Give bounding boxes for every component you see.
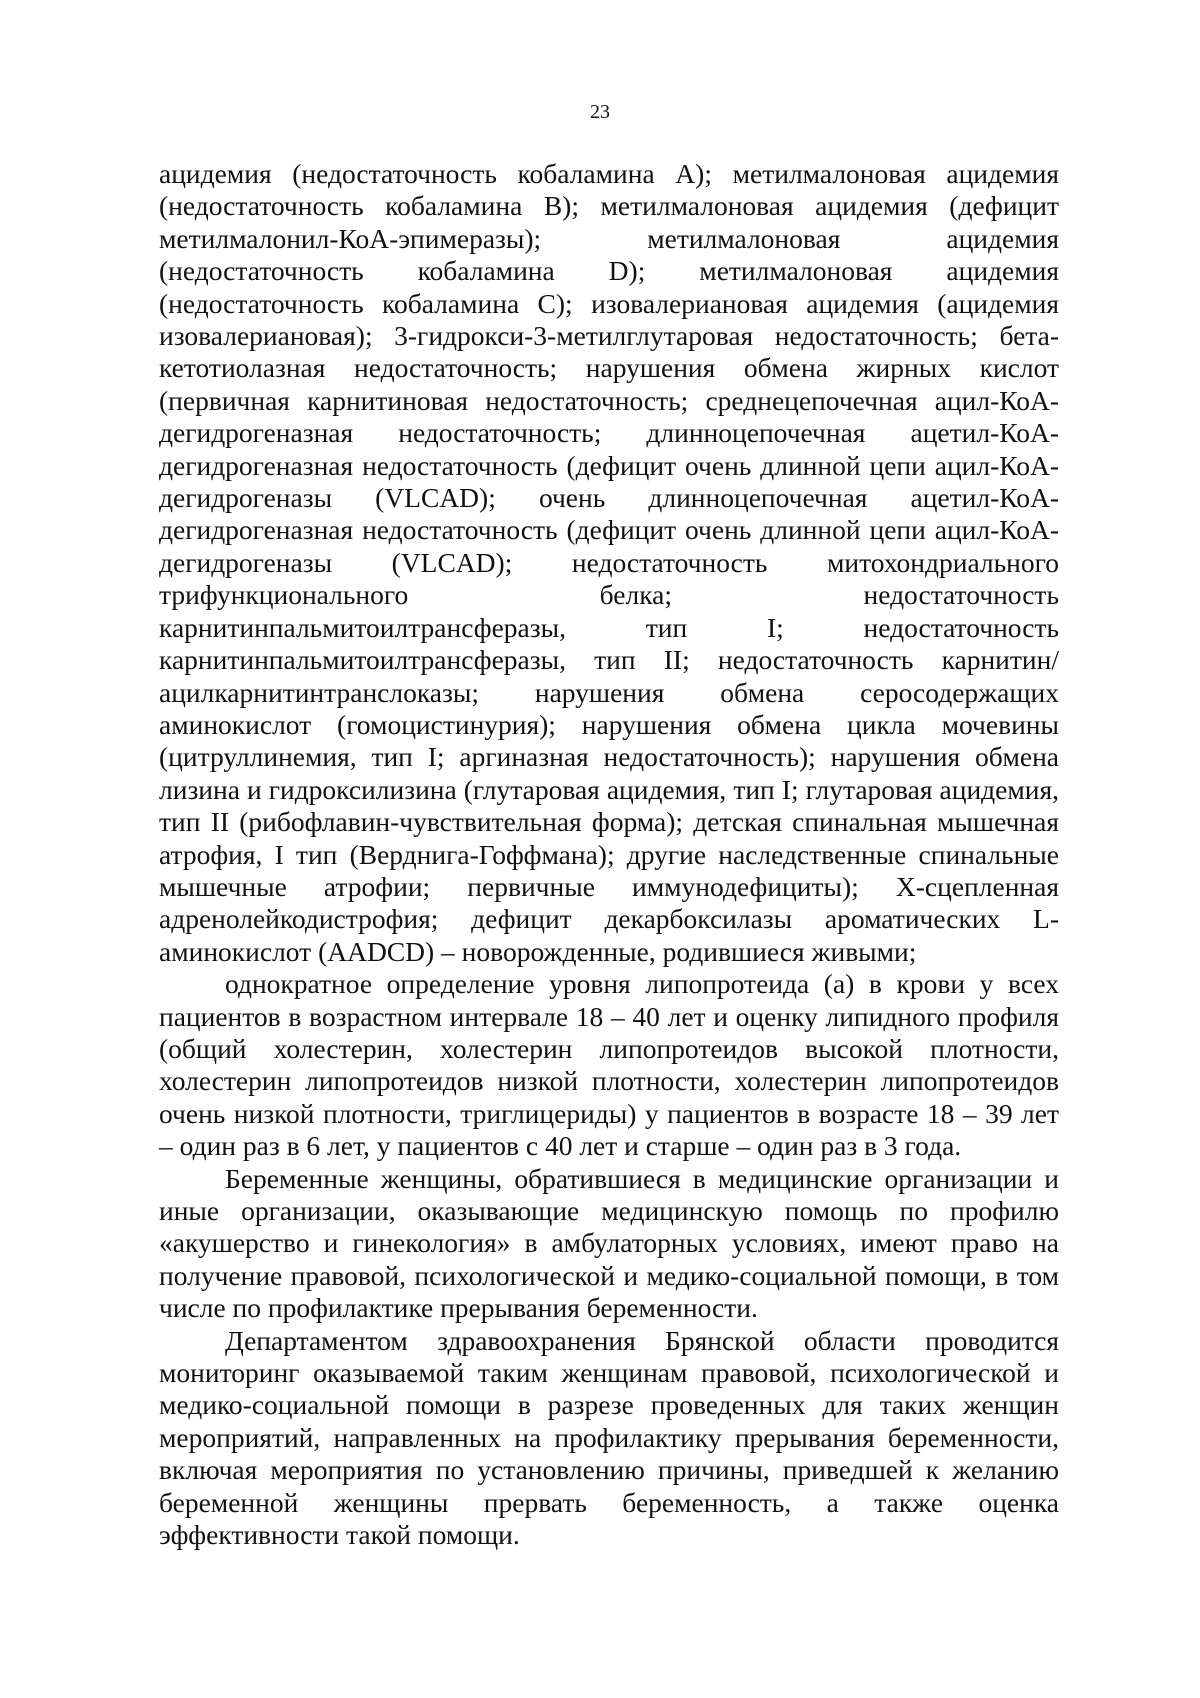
document-body	[159, 158, 1059, 1551]
paragraph-pregnant-women-rights: Беременные женщины, обратившиеся в медицинские организации и иные организации, оказывающие медицинскую помощь по профилю «акушерство и гинекология» в амбулаторных условиях, имеют право на получение правовой, психологической и медико-социальной помощи, в том числе по профилактике прерывания беременности.	[159, 1162, 1059, 1324]
paragraph-lipid-screening: однократное определение уровня липопротеида (а) в крови у всех пациентов в возрастном интервале 18 – 40 лет и оценку липидного профиля (общий холестерин, холестерин липопротеидов высокой плотности, холестерин липопротеидов низкой плотности, холестерин липопротеидов очень низкой плотности, триглицериды) у пациентов в возрасте 18 – 39 лет – один раз в 6 лет, у пациентов с 40 лет и старше – один раз в 3 года.	[159, 968, 1059, 1162]
paragraph-monitoring: Департаментом здравоохранения Брянской области проводится мониторинг оказываемой таким женщинам правовой, психологической и медико-социальной помощи в разрезе проведенных для таких женщин мероприятий, направленных на профилактику прерывания беременности, включая мероприятия по установлению причины, приведшей к желанию беременной женщины прервать беременность, а также оценка эффективности такой помощи.	[159, 1324, 1059, 1551]
paragraph-disease-list: ацидемия (недостаточность кобаламина А); метилмалоновая ацидемия (недостаточность кобаламина В); метилмалоновая ацидемия (дефицит метилмалонил-КоА-эпимеразы); метилмалоновая ацидемия (недостаточность кобаламина D); метилмалоновая ацидемия (недостаточность кобаламина С); изовалериановая ацидемия (ацидемия изовалериановая); 3-гидрокси-3-метилглутаровая недостаточность; бета-кетотиолазная недостаточность; нарушения обмена жирных кислот (первичная карнитиновая недостаточность; среднецепочечная ацил-КоА-дегидрогеназная недостаточность; длинноцепочечная ацетил-КоА-дегидрогеназная недостаточность (дефицит очень длинной цепи ацил-КоА-дегидрогеназы (VLCAD); очень длинноцепочечная ацетил-КоА-дегидрогеназная недостаточность (дефицит очень длинной цепи ацил-КоА-дегидрогеназы (VLCAD); недостаточность митохондриального трифункционального белка; недостаточность карнитинпальмитоилтрансферазы, тип I; недостаточность карнитинпальмитоилтрансферазы, тип II; недостаточность карнитин/ацилкарнитинтранслоказы; нарушения обмена серосодержащих аминокислот (гомоцистинурия); нарушения обмена цикла мочевины (цитруллинемия, тип I; аргиназная недостаточность); нарушения обмена лизина и гидроксилизина (глутаровая ацидемия, тип I; глутаровая ацидемия, тип II (рибофлавин-чувствительная форма); детская спинальная мышечная атрофия, I тип (Верднига-Гоффмана); другие наследственные спинальные мышечные атрофии; первичные иммунодефициты); Х-сцепленная адренолейкодистрофия; дефицит декарбоксилазы ароматических L-аминокислот (AADCD) – новорожденные, родившиеся живыми;	[159, 158, 1059, 967]
page-number: 23	[590, 101, 610, 123]
